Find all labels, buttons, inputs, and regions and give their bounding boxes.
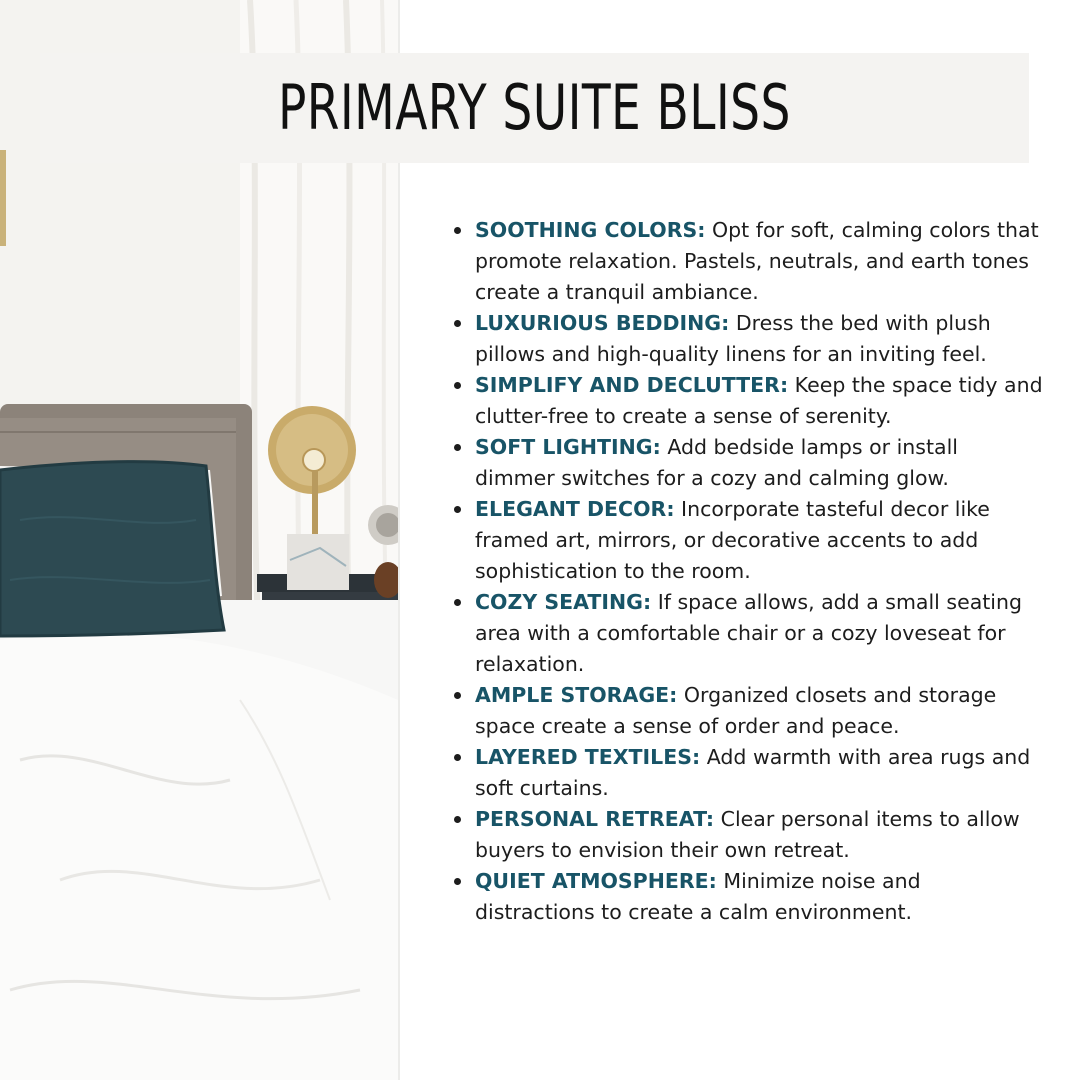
tip-heading: SIMPLIFY AND DECLUTTER: xyxy=(475,373,789,397)
bullet-icon xyxy=(454,320,461,327)
tip-heading: SOFT LIGHTING: xyxy=(475,435,661,459)
bullet-icon xyxy=(454,227,461,234)
list-item xyxy=(454,680,1044,742)
bed-icon xyxy=(0,600,398,1080)
tip-text: Clear personal items to allow buyers to envision their own retreat. xyxy=(475,807,1020,862)
tip-text: Incorporate tasteful decor like framed art, mirrors, or decorative accents to add sophistication to the room. xyxy=(475,497,990,583)
tip-heading: AMPLE STORAGE: xyxy=(475,683,678,707)
list-item xyxy=(454,308,1044,370)
tip-text: Minimize noise and distractions to create a calm environment. xyxy=(475,869,921,924)
list-item xyxy=(454,866,1044,928)
tip-text: Organized closets and storage space create a sense of order and peace. xyxy=(475,683,997,738)
tip-text: Opt for soft, calming colors that promote relaxation. Pastels, neutrals, and earth tones create a tranquil ambiance. xyxy=(475,218,1039,304)
bullet-icon xyxy=(454,754,461,761)
tip-text: If space allows, add a small seating area with a comfortable chair or a cozy loveseat for relaxation. xyxy=(475,590,1022,676)
list-item xyxy=(454,432,1044,494)
tip-text: Add warmth with area rugs and soft curtains. xyxy=(475,745,1031,800)
tip-heading: LAYERED TEXTILES: xyxy=(475,745,701,769)
bullet-icon xyxy=(454,878,461,885)
tip-heading: SOOTHING COLORS: xyxy=(475,218,706,242)
bullet-icon xyxy=(454,816,461,823)
wall-art-icon xyxy=(0,150,6,246)
tip-heading: ELEGANT DECOR: xyxy=(475,497,675,521)
tip-text: Dress the bed with plush pillows and high-quality linens for an inviting feel. xyxy=(475,311,991,366)
list-item xyxy=(454,370,1044,432)
bullet-icon xyxy=(454,506,461,513)
tip-heading: COZY SEATING: xyxy=(475,590,652,614)
list-item xyxy=(454,804,1044,866)
list-item xyxy=(454,742,1044,804)
pillow-icon xyxy=(0,462,224,636)
list-item xyxy=(454,215,1044,308)
title-banner xyxy=(40,53,1029,163)
tips-list xyxy=(454,215,1044,928)
list-item xyxy=(454,587,1044,680)
bullet-icon xyxy=(454,444,461,451)
tip-text: Keep the space tidy and clutter-free to create a sense of serenity. xyxy=(475,373,1043,428)
tip-heading: QUIET ATMOSPHERE: xyxy=(475,869,717,893)
page-title: PRIMARY SUITE BLISS xyxy=(278,71,791,144)
tip-text: Add bedside lamps or install dimmer switches for a cozy and calming glow. xyxy=(475,435,958,490)
bullet-icon xyxy=(454,599,461,606)
bullet-icon xyxy=(454,382,461,389)
bullet-icon xyxy=(454,692,461,699)
tip-heading: LUXURIOUS BEDDING: xyxy=(475,311,730,335)
tip-heading: PERSONAL RETREAT: xyxy=(475,807,715,831)
list-item xyxy=(454,494,1044,587)
